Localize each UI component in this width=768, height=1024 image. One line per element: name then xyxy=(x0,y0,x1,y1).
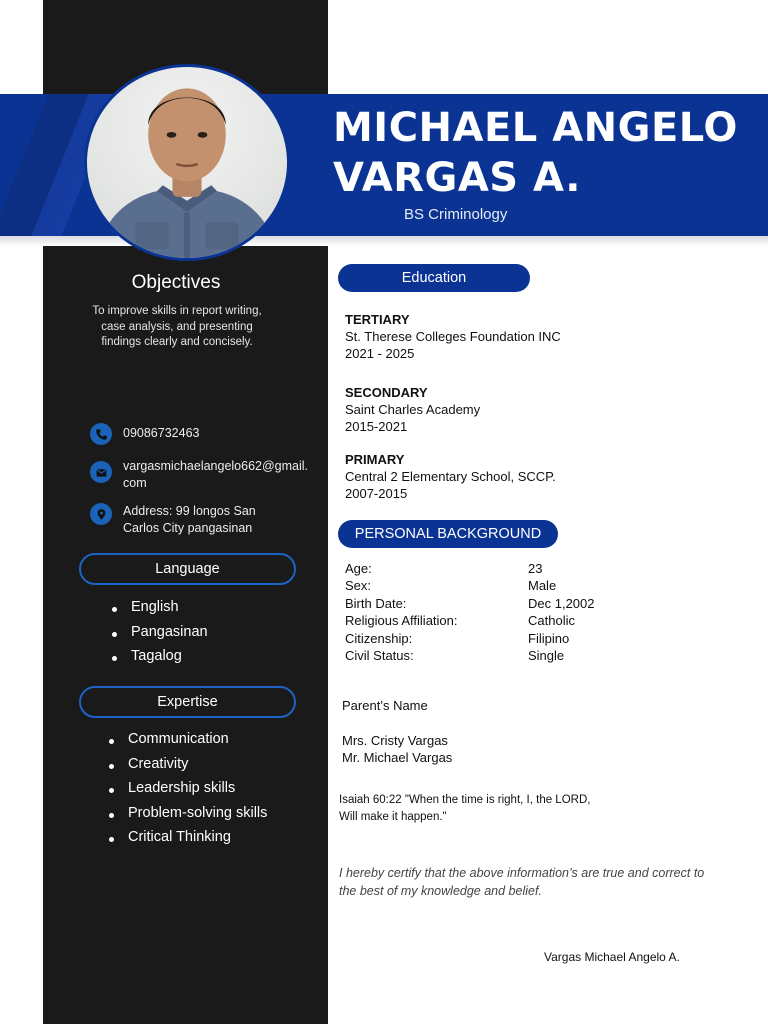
language-heading: Language xyxy=(79,553,296,585)
expertise-heading: Expertise xyxy=(79,686,296,718)
education-entry xyxy=(345,384,480,435)
email-address: vargasmichaelangelo662@gmail.com xyxy=(123,459,309,490)
personal-label: Age: xyxy=(345,561,372,576)
signature-name: Vargas Michael Angelo A. xyxy=(544,950,680,964)
location-pin-icon xyxy=(90,503,112,525)
father-name: Mr. Michael Vargas xyxy=(342,750,453,765)
contact-address xyxy=(90,503,312,537)
personal-background-heading: PERSONAL BACKGROUND xyxy=(338,520,558,548)
expertise-item: Problem-solving skills xyxy=(109,805,267,830)
full-name xyxy=(333,103,763,203)
personal-value: 23 xyxy=(528,561,543,576)
expertise-item: Critical Thinking xyxy=(109,829,267,854)
education-school: St. Therese Colleges Foundation INC xyxy=(345,329,561,344)
profile-photo xyxy=(84,64,290,261)
education-school: Saint Charles Academy xyxy=(345,402,481,417)
expertise-item: Leadership skills xyxy=(109,780,267,805)
mail-icon xyxy=(90,461,112,483)
person-silhouette-icon xyxy=(87,67,287,258)
personal-label: Citizenship: xyxy=(345,630,413,646)
parents-title: Parent’s Name xyxy=(342,698,428,713)
mother-name: Mrs. Cristy Vargas xyxy=(342,733,448,748)
phone-number: 09086732463 xyxy=(123,426,200,440)
education-heading: Education xyxy=(338,264,530,292)
address-text: Address: 99 longos San Carlos City pangasinan xyxy=(123,504,256,535)
language-item: English xyxy=(112,599,208,624)
contact-phone xyxy=(90,423,199,445)
expertise-item: Communication xyxy=(109,731,267,756)
name-line-2: VARGAS A. xyxy=(333,155,581,201)
education-school: Central 2 Elementary School, SCCP. xyxy=(345,469,556,484)
personal-label: Religious Affiliation: xyxy=(345,613,458,629)
phone-icon xyxy=(90,423,112,445)
objectives-title: Objectives xyxy=(131,272,221,293)
education-level: SECONDARY xyxy=(345,385,428,400)
personal-label: Civil Status: xyxy=(345,647,414,663)
education-years: 2007-2015 xyxy=(345,486,408,501)
education-level: PRIMARY xyxy=(345,452,405,467)
education-years: 2015-2021 xyxy=(345,419,408,434)
bible-quote: Isaiah 60:22 "When the time is right, I, the LORD, Will make it happen." xyxy=(339,794,591,823)
education-level: TERTIARY xyxy=(345,312,410,327)
personal-value: Filipino xyxy=(528,630,570,646)
personal-value: Dec 1,2002 xyxy=(528,595,595,611)
personal-label: Birth Date: xyxy=(345,595,407,611)
personal-label: Sex: xyxy=(345,578,372,594)
certification-statement: I hereby certify that the above information’s are true and correct to the best of my knowledge and belief. xyxy=(339,866,705,898)
language-list xyxy=(112,599,208,673)
parents-names xyxy=(342,732,452,766)
language-item: Tagalog xyxy=(112,648,208,673)
personal-value: Male xyxy=(528,578,557,594)
education-entry xyxy=(345,451,556,502)
language-item: Pangasinan xyxy=(112,624,208,649)
education-entry xyxy=(345,311,561,362)
expertise-item: Creativity xyxy=(109,756,267,781)
contact-email xyxy=(90,458,312,492)
personal-value: Single xyxy=(528,647,565,663)
name-line-1: MICHAEL ANGELO xyxy=(333,105,738,151)
degree: BS Criminology xyxy=(404,206,508,223)
personal-value: Catholic xyxy=(528,613,575,629)
objectives-text: To improve skills in report writing, case analysis, and presenting findings clearly and concisely. xyxy=(92,305,262,348)
education-years: 2021 - 2025 xyxy=(345,346,415,361)
expertise-list xyxy=(109,731,267,854)
